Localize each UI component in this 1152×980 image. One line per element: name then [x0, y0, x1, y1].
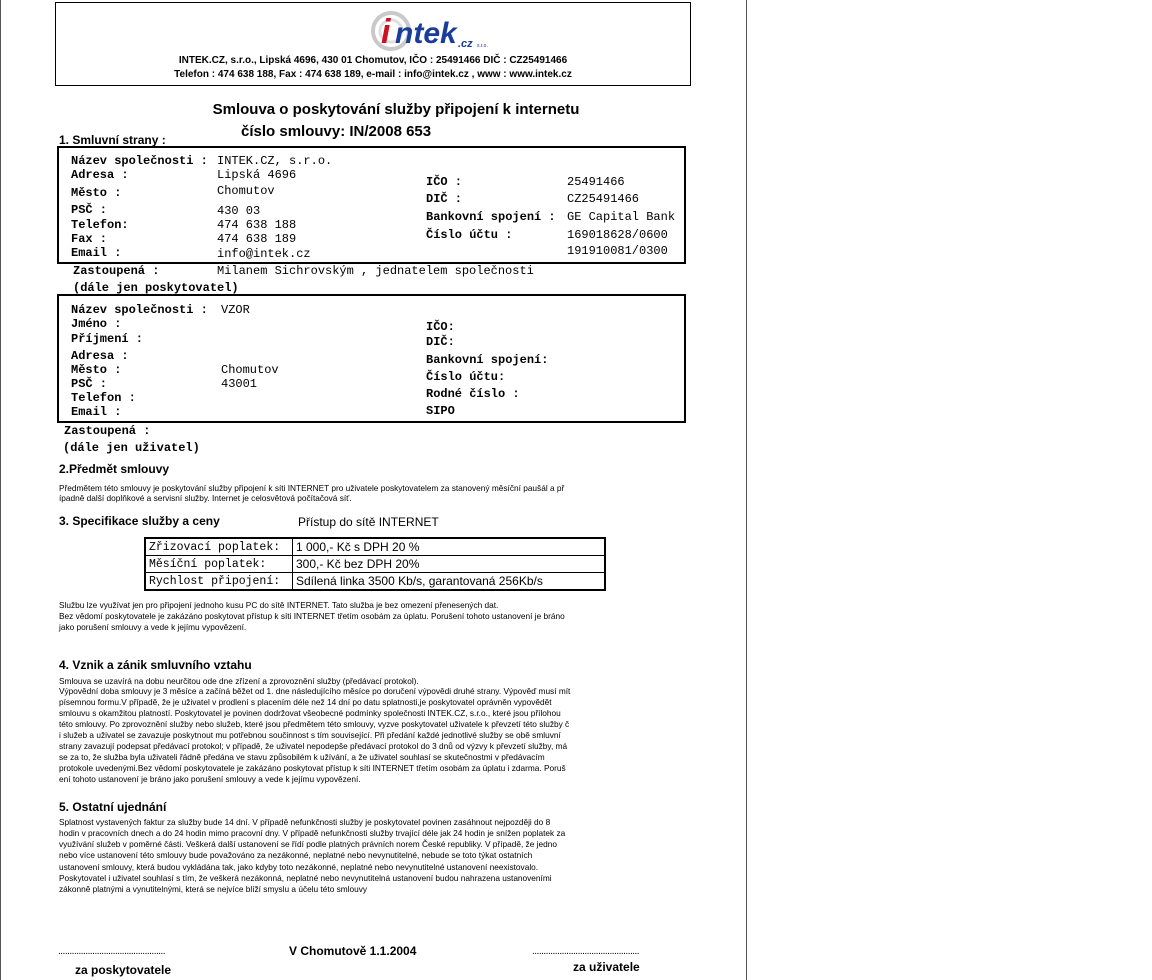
- user-bank-label: Bankovní spojení:: [426, 353, 549, 367]
- user-note: (dále jen uživatel): [63, 441, 200, 455]
- section-4-line: smlouvu s okamžitou platností. Poskytovatel je povinen dodržovat všeobecné podmínky společnosti INTEK.CZ, s.r.o., které jsou přílohou: [59, 708, 561, 718]
- section-3-line-2: Bez vědomí poskytovatele je zakázáno poskytovat přístup k síti INTERNET třetím osobám za úplatu. Porušení tohoto ustanovení je bráno: [59, 611, 565, 621]
- table-row: [145, 556, 605, 573]
- provider-city-label: Město :: [71, 186, 122, 200]
- company-line: INTEK.CZ, s.r.o., Lipská 4696, 430 01 Chomutov, IČO : 25491466 DIČ : CZ25491466: [178, 55, 568, 66]
- user-email-label: Email :: [71, 405, 122, 419]
- provider-ico-label: IČO :: [426, 175, 463, 189]
- provider-phone-label: Telefon:: [71, 218, 129, 232]
- svg-text:s.r.o.: s.r.o.: [477, 43, 488, 49]
- section-3-line-3: jako porušení smlouvy a vede k jejímu vypovězení.: [59, 622, 247, 632]
- provider-address-value: Lipská 4696: [217, 168, 297, 182]
- section-5-line: ustanovení smlouvy, která budou vykládána tak, jako kdyby toto nezákonné, neplatné nebo nevynutitelné ustanovení neexistovalo.: [59, 862, 539, 872]
- user-account-label: Číslo účtu:: [426, 370, 506, 384]
- user-signature-label: za uživatele: [573, 960, 640, 974]
- user-surname-label: Příjmení :: [71, 332, 144, 346]
- provider-note: (dále jen poskytovatel): [73, 281, 239, 295]
- section-5-heading: 5. Ostatní ujednání: [59, 800, 167, 814]
- provider-account-value-2: 191910081/0300: [567, 244, 668, 258]
- provider-name-label: Název společnosti :: [71, 154, 208, 168]
- provider-address-label: Adresa :: [71, 168, 129, 182]
- user-city-value: Chomutov: [221, 363, 279, 377]
- provider-signature-label: za poskytovatele: [75, 963, 172, 977]
- provider-psc-value: 430 03: [217, 204, 261, 218]
- provider-account-value: 169018628/0600: [567, 228, 668, 242]
- user-psc-value: 43001: [221, 377, 258, 391]
- section-4-line: této smlouvy. Po zprovoznění služby nebo služeb, které jsou předmětem této smlouvy, vyzve poskytovatel uživatele k převzetí této služby č: [59, 719, 570, 729]
- section-5-line: využívání služeb v poměrné části. Veškerá další ustanovení se řídí podle platných právních norem České republiky. V případě, že jedno: [59, 839, 557, 849]
- section-2-line-2: ípadně další doplňkové a servisní služby. Internet je celosvětová počítačová síť.: [59, 493, 352, 503]
- section-4-heading: 4. Vznik a zánik smluvního vztahu: [59, 658, 252, 672]
- section-1-heading: 1. Smluvní strany :: [59, 133, 166, 147]
- section-5-line: zákonně platnými a vynutitelnými, která se nejvíce blíží smyslu a účelu této smlouvy: [59, 884, 368, 894]
- section-4-line: strany zavazují podepsat předávací protokol; v případě, že uživatel nepodepše předávací protokol do 3 dnů od výzvy k převzetí služby, má: [59, 741, 568, 751]
- fee-value: 300,- Kč bez DPH 20%: [293, 556, 606, 573]
- provider-bank-label: Bankovní spojení :: [426, 210, 556, 224]
- fee-label: Rychlost připojení:: [145, 573, 293, 591]
- section-4-line: protokole uvedenými.Bez vědomí poskytovatele je zakázáno poskytovat přístup k síti INTERNET třetím osobám za úplatu i zdarma. Poruš: [59, 763, 566, 773]
- provider-represented-value: Milanem Sichrovským , jednatelem společnosti: [217, 264, 534, 278]
- provider-dic-label: DIČ :: [426, 192, 463, 206]
- fee-value: Sdílená linka 3500 Kb/s, garantovaná 256Kb/s: [293, 573, 606, 591]
- section-4-line: písemnou formu.V případě, že je uživatel v prodlení s placením déle než 14 dní po datu splatnosti,je poskytovatel oprávněn vypovědět: [59, 697, 552, 707]
- contract-number: číslo smlouvy: IN/2008 653: [241, 123, 432, 140]
- svg-text:ntek: ntek: [395, 17, 457, 50]
- provider-phone-value: 474 638 188: [217, 218, 297, 232]
- provider-name-value: INTEK.CZ, s.r.o.: [217, 154, 333, 168]
- provider-dic-value: CZ25491466: [567, 192, 640, 206]
- user-firstname-label: Jméno :: [71, 317, 122, 331]
- section-2-line-1: Předmětem této smlouvy je poskytování služby připojení k síti INTERNET pro uživatele poskytovatelem za stanovený měsíční paušál a př: [59, 483, 565, 493]
- fee-value: 1 000,- Kč s DPH 20 %: [293, 538, 606, 556]
- user-address-label: Adresa :: [71, 349, 129, 363]
- section-5-line: nebo více ustanovení této smlouvy bude považováno za nezákonné, neplatné nebo nevynutitelné, nebude se toto týkat ostatních: [59, 850, 533, 860]
- place-date: V Chomutově 1.1.2004: [289, 944, 417, 958]
- contract-title: Smlouva o poskytování služby připojení k internetu: [212, 101, 580, 118]
- fee-label: Měsíční poplatek:: [145, 556, 293, 573]
- section-5-line: hodin v pracovních dnech a do 24 hodin mimo pracovní dny. V případě nefunkčnosti služby trvající déle jak 24 hodin je snížen poplatek za: [59, 828, 566, 838]
- user-represented-label: Zastoupená :: [64, 424, 151, 438]
- intek-logo: [367, 9, 517, 51]
- user-signature-line: ...............................................: [532, 946, 640, 957]
- provider-bank-value: GE Capital Bank: [567, 210, 676, 224]
- user-city-label: Město :: [71, 363, 122, 377]
- fee-label: Zřizovací poplatek:: [145, 538, 293, 556]
- user-birthnumber-label: Rodné číslo :: [426, 387, 520, 401]
- user-name-label: Název společnosti :: [71, 303, 208, 317]
- fees-table: [144, 537, 606, 591]
- user-name-value: VZOR: [221, 303, 250, 317]
- section-2-heading: 2.Předmět smlouvy: [59, 462, 170, 476]
- user-sipo-label: SIPO: [426, 404, 455, 418]
- section-3-line-1: Službu lze využívat jen pro připojení jednoho kusu PC do sítě INTERNET. Tato služba je bez omezení přenesených dat.: [59, 600, 499, 610]
- service-name: Přístup do sítě INTERNET: [298, 515, 439, 529]
- section-4-line: se za to, že služba byla uživateli řádně předána ve stavu způsobilém k užívání, a že uživatel souhlasí se skutečnostmi v předávacím: [59, 752, 545, 762]
- contact-line: Telefon : 474 638 188, Fax : 474 638 189, e-mail : info@intek.cz , www : www.intek.cz: [174, 69, 572, 80]
- provider-fax-label: Fax :: [71, 232, 108, 246]
- provider-city-value: Chomutov: [217, 184, 275, 198]
- section-4-line: Smlouva se uzavírá na dobu neurčitou ode dne zřízení a zprovoznění služby (předávací protokol).: [59, 676, 419, 686]
- provider-fax-value: 474 638 189: [217, 232, 297, 246]
- logo-i: i: [381, 13, 391, 51]
- provider-ico-value: 25491466: [567, 175, 625, 189]
- provider-represented-label: Zastoupená :: [73, 264, 160, 278]
- table-row: [145, 573, 605, 591]
- letterhead: [55, 2, 691, 86]
- provider-signature-line: ...............................................: [58, 946, 166, 957]
- user-psc-label: PSČ :: [71, 377, 108, 391]
- section-5-line: Splatnost vystavených faktur za služby bude 14 dní. V případě nefunkčnosti služby je poskytovatel povinen zasáhnout nejpozději do 8: [59, 817, 551, 827]
- user-phone-label: Telefon :: [71, 391, 136, 405]
- section-4-line: ení tohoto ustanovení je bráno jako porušení smlouvy a vede k jejímu vypovězení.: [59, 774, 361, 784]
- table-row: [145, 538, 605, 556]
- user-dic-label: DIČ:: [426, 335, 455, 349]
- user-ico-label: IČO:: [426, 320, 455, 334]
- provider-email-label: Email :: [71, 246, 122, 260]
- provider-email-value: info@intek.cz: [217, 247, 311, 261]
- section-4-line: Výpovědní doba smlouvy je 3 měsíce a začíná běžet od 1. dne následujícího měsíce po doručení výpovědi druhé strany. Výpověď musí mít: [59, 686, 571, 696]
- section-5-line: Poskytovatel i uživatel souhlasí s tím, že veškerá nezákonná, neplatné nebo nevynutitelná ustanovení budou nahrazena ustanoveními: [59, 873, 552, 883]
- section-3-heading: 3. Specifikace služby a ceny: [59, 514, 220, 528]
- provider-psc-label: PSČ :: [71, 203, 108, 217]
- section-4-line: i služeb a uživatel se zavazuje poskytnout mu potřebnou součinnost s tím související. Při předání každé jednotlivé služby se obě smluvní: [59, 730, 561, 740]
- provider-account-label: Číslo účtu :: [426, 228, 513, 242]
- svg-text:.cz: .cz: [458, 38, 473, 50]
